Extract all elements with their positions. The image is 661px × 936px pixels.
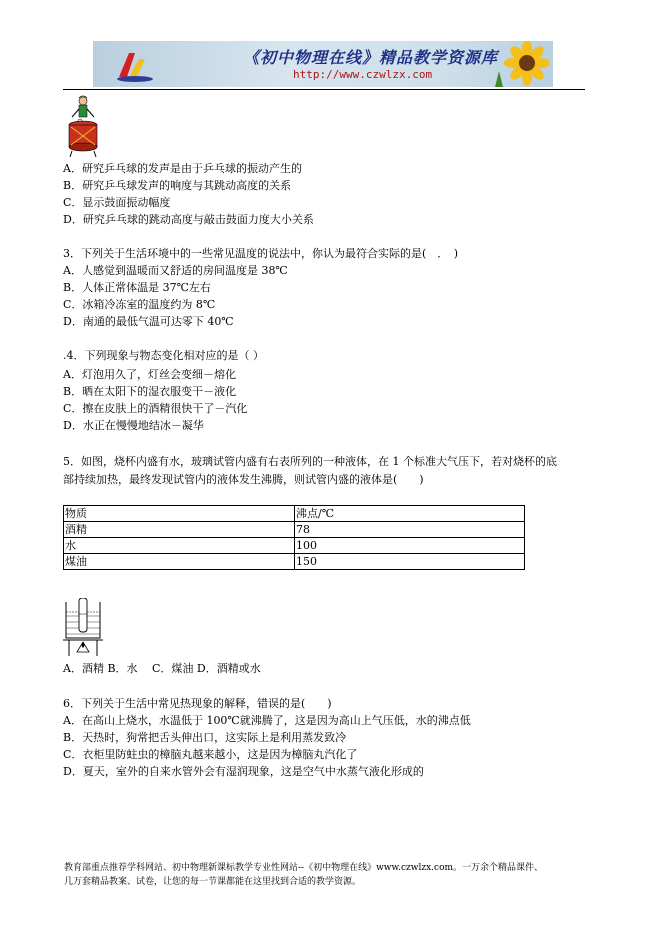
q6-option-a: A．在高山上烧水，水温低于 100℃就沸腾了，这是因为高山上气压低，水的沸点低 [63, 714, 471, 727]
q3-option-d: D．南通的最低气温可达零下 40℃ [63, 315, 234, 328]
q4-option-c: C．擦在皮肤上的酒精很快干了－汽化 [63, 402, 248, 415]
q5-answer-options: A．酒精 B．水 C．煤油 D．酒精或水 [63, 662, 261, 675]
table-row [64, 522, 525, 538]
site-logo-icon [115, 47, 155, 83]
table-cell: 100 [295, 538, 525, 554]
table-header-row [64, 506, 525, 522]
table-header-cell: 沸点/℃ [295, 506, 525, 522]
table-row [64, 538, 525, 554]
table-cell: 煤油 [64, 554, 295, 570]
banner-url: http://www.czwlzx.com [293, 68, 433, 81]
q2-option-d: D．研究乒乓球的跳动高度与敲击鼓面力度大小关系 [63, 213, 314, 226]
table-cell: 78 [295, 522, 525, 538]
q3-option-a: A．人感觉到温暖而又舒适的房间温度是 38℃ [63, 264, 288, 277]
q2-option-c: C．显示鼓面振动幅度 [63, 196, 171, 209]
table-header-cell: 物质 [64, 506, 295, 522]
header-divider [63, 89, 585, 90]
q4-option-a: A．灯泡用久了，灯丝会变细－熔化 [63, 368, 236, 381]
q4-option-d: D．水正在慢慢地结冰－凝华 [63, 419, 204, 432]
q2-option-b: B．研究乒乓球发声的响度与其跳动高度的关系 [63, 179, 292, 192]
q3-option-c: C．冰箱冷冻室的温度约为 8℃ [63, 298, 216, 311]
q3-option-b: B．人体正常体温是 37℃左右 [63, 281, 211, 294]
q4-stem: .4．下列现象与物态变化相对应的是（ ） [63, 349, 264, 362]
boiling-point-table [63, 505, 525, 570]
q4-option-b: B．晒在太阳下的湿衣服变干－液化 [63, 385, 237, 398]
table-cell: 150 [295, 554, 525, 570]
q2-option-a: A．研究乒乓球的发声是由于乒乓球的振动产生的 [63, 162, 302, 175]
q3-stem: 3．下列关于生活环境中的一些常见温度的说法中，你认为最符合实际的是( ． ) [63, 247, 459, 260]
footer-line-2: 几万套精品教案、试卷，让您的每一节课都能在这里找到合适的教学资源。 [64, 877, 362, 887]
beaker-test-tube-diagram-icon [63, 598, 103, 656]
table-cell: 酒精 [64, 522, 295, 538]
sunflower-icon [489, 41, 549, 87]
q5-stem-line1: 5．如图，烧杯内盛有水，玻璃试管内盛有右表所列的一种液体，在 1 个标准大气压下，若对烧杯的底 [63, 455, 557, 468]
q6-option-d: D．夏天，室外的自来水管外会有湿润现象，这是空气中水蒸气液化形成的 [63, 765, 424, 778]
banner-title: 《初中物理在线》精品教学资源库 [243, 48, 499, 67]
footer-line-1: 教育部重点推荐学科网站、初中物理新课标教学专业性网站--《初中物理在线》www.czwlzx.com。一万余个精品课件、 [64, 863, 544, 873]
q5-stem-line2: 部持续加热，最终发现试管内的液体发生沸腾，则试管内盛的液体是( ) [63, 473, 424, 486]
drum-figure-icon [66, 95, 100, 157]
q6-stem: 6．下列关于生活中常见热现象的解释，错误的是( ) [63, 697, 332, 710]
q6-option-c: C．衣柜里防蛀虫的樟脑丸越来越小，这是因为樟脑丸汽化了 [63, 748, 358, 761]
table-cell: 水 [64, 538, 295, 554]
header-banner [93, 41, 553, 87]
table-row [64, 554, 525, 570]
q6-option-b: B．天热时，狗常把舌头伸出口，这实际上是利用蒸发致冷 [63, 731, 347, 744]
